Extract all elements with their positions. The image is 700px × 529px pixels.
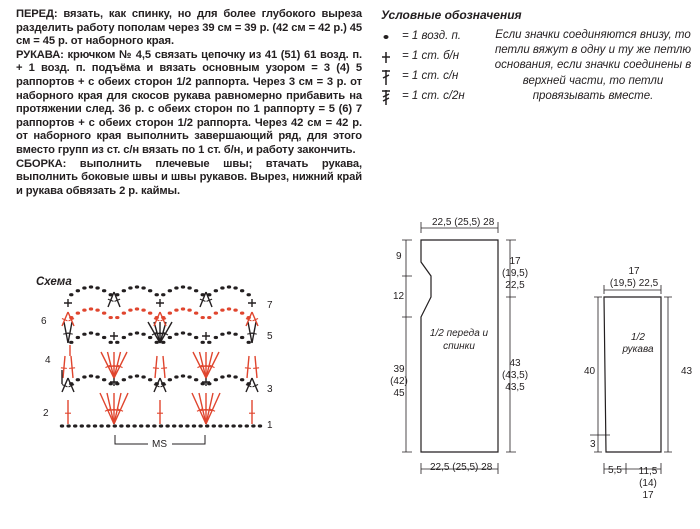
chain-dot [194, 336, 198, 339]
chain-dot [82, 308, 86, 311]
chain-dot [214, 336, 218, 339]
dc-bar [161, 368, 167, 369]
dc-bar [251, 333, 257, 334]
chain-dot [128, 375, 132, 378]
chain-dot [135, 307, 139, 310]
chain-dot [60, 424, 64, 427]
chain-dot [247, 293, 251, 296]
row-number-7: 7 [267, 300, 273, 311]
chain-dot [172, 424, 176, 427]
front-side-height: 43 (43,5) 43,5 [501, 358, 529, 393]
chain-dot [122, 378, 126, 381]
chain-dot [146, 424, 150, 427]
front-label-group [430, 328, 489, 352]
chain-dot [227, 285, 231, 288]
chain-dot [122, 289, 126, 292]
chain-dot [109, 341, 113, 344]
chain-dot [174, 375, 178, 378]
dc-stitch [206, 393, 220, 424]
chain-dot [185, 424, 189, 427]
sc-stitch [110, 332, 118, 340]
repeat-label: MS [152, 439, 167, 450]
chain-dot [220, 286, 224, 289]
chain-dot [135, 331, 139, 334]
chain-dot [141, 375, 145, 378]
sleeve-bottom-left: 5,5 [608, 465, 622, 476]
chain-dot [168, 289, 172, 292]
chain-dot [258, 424, 262, 427]
row-number-1: 1 [267, 420, 273, 431]
chain-dot [95, 308, 99, 311]
sc-stitch [64, 299, 72, 307]
dc-bar [61, 368, 67, 369]
dc-stitch [101, 352, 114, 378]
chain-dot [99, 424, 103, 427]
sleeve-pattern [590, 285, 672, 474]
chain-dot [76, 336, 80, 339]
chain-dot [251, 424, 255, 427]
dc-stitch [108, 352, 115, 378]
chain-dot [220, 308, 224, 311]
chain-dot [148, 378, 152, 381]
chain-dot [240, 289, 244, 292]
chain-dot [201, 316, 205, 319]
dc-stitch [192, 393, 206, 424]
chain-dot [168, 378, 172, 381]
sleeve-right-height: 43 [681, 366, 693, 377]
chain-dot [233, 308, 237, 311]
dc-stitch [155, 356, 157, 378]
dc-stitch [252, 322, 256, 343]
chain-dot [135, 374, 139, 377]
chain-dot [139, 424, 143, 427]
chain-dot [187, 286, 191, 289]
sleeve-top-width: 17 (19,5) 22,5 [609, 266, 659, 289]
chain-dot [192, 424, 196, 427]
chain-dot [207, 316, 211, 319]
chain-dot [113, 424, 117, 427]
chain-dot [214, 378, 218, 381]
chain-dot [89, 331, 93, 334]
chain-dot [155, 293, 159, 296]
instruction-assembly: СБОРКА: выполнить плечевые швы; втачать рукава, выполнить боковые швы и швы рукавов. Вырез, нижний край и рукава обвязать 2 р. каймы. [16, 157, 362, 197]
chain-dot [106, 424, 110, 427]
chain-dot [141, 286, 145, 289]
chain-dot [225, 424, 229, 427]
chain-dot [128, 308, 132, 311]
dc-stitch [114, 352, 127, 378]
dc-stitch [248, 322, 252, 343]
chain-dot [194, 378, 198, 381]
chain-dot [89, 307, 93, 310]
chain-dot [194, 289, 198, 292]
dc-stitch [206, 393, 213, 424]
row-number-4: 4 [45, 355, 51, 366]
front-top-width: 22,5 (25,5) 28 [432, 217, 495, 228]
chain-dot [141, 333, 145, 336]
scheme-title: Схема [36, 276, 72, 288]
chain-dot [159, 424, 163, 427]
dc-stitch [100, 393, 114, 424]
chain-dot [205, 424, 209, 427]
chain-dot [95, 286, 99, 289]
dc-stitch [63, 356, 65, 378]
chain-dot [233, 286, 237, 289]
chain-dot [109, 316, 113, 319]
chain-dot [89, 374, 93, 377]
chain-dot [86, 424, 90, 427]
dc-stitch [114, 393, 128, 424]
chain-dot [102, 289, 106, 292]
chain-dot [95, 375, 99, 378]
chain-dot [66, 424, 70, 427]
chain-dot [76, 312, 80, 315]
chain-dot [187, 308, 191, 311]
dc-bar [69, 368, 75, 369]
chain-dot [128, 333, 132, 336]
dc-bar [253, 368, 259, 369]
dc-stitch [200, 352, 207, 378]
chain-dot [115, 316, 119, 319]
sc-stitch [248, 299, 256, 307]
chain-dot [227, 374, 231, 377]
chain-dot [168, 336, 172, 339]
chain-dot [179, 424, 183, 427]
chain-dot [102, 378, 106, 381]
dc-stitch [64, 322, 68, 343]
chain-dot [181, 331, 185, 334]
chain-dot [82, 333, 86, 336]
chain-dot [148, 289, 152, 292]
front-bottom-width: 22,5 (25,5) 28 [430, 462, 493, 473]
chain-dot [95, 333, 99, 336]
chain-dot [128, 286, 132, 289]
dc-bar [153, 368, 159, 369]
legend-title: Условные обозначения [381, 8, 522, 22]
chain-dot [227, 307, 231, 310]
chain-dot [152, 424, 156, 427]
chain-dot [212, 424, 216, 427]
chain-dot [82, 375, 86, 378]
chain-dot [73, 424, 77, 427]
chain-dot [181, 285, 185, 288]
chain-dot [165, 424, 169, 427]
chain-dot [198, 424, 202, 427]
sc-stitch [202, 332, 210, 340]
chain-dot [80, 424, 84, 427]
chain-dot [122, 312, 126, 315]
sleeve-bottom-width: 11,5 (14) 17 [638, 466, 658, 501]
dc-stitch [114, 393, 121, 424]
dc-stitch [71, 356, 73, 378]
row-number-3: 3 [267, 384, 273, 395]
chain-dot [141, 308, 145, 311]
chain-dot [102, 336, 106, 339]
chain-dot [187, 333, 191, 336]
chain-dot [174, 333, 178, 336]
chain-dot [168, 312, 172, 315]
crochet-chart [60, 285, 262, 427]
chain-dot [148, 336, 152, 339]
chain-dot [227, 331, 231, 334]
chain-dot [247, 341, 251, 344]
chain-dot [69, 293, 73, 296]
chain-dot [69, 341, 73, 344]
chain-dot [122, 336, 126, 339]
chain-dot [93, 424, 97, 427]
row-number-2: 2 [43, 408, 49, 419]
dc-stitch [247, 356, 249, 378]
chain-dot [233, 333, 237, 336]
dc-bar [245, 368, 251, 369]
chain-dot [194, 312, 198, 315]
chain-dot [76, 289, 80, 292]
chain-dot [231, 424, 235, 427]
chain-dot [119, 424, 123, 427]
instruction-sleeves: РУКАВА: крючком № 4,5 связать цепочку из 41 (51) 61 возд. п. + 1 возд. п. подъёма и вязать основным узором = 3 (4) 5 раппортов + с обеих сторон 1/2 раппорта. Через 3 см = 3 р. от наборного края для скосов рукава равномерно прибавить на протяжении след. 36 р. с обеих сторон по 1 раппорту = 5 (6) 7 раппортов + с обеих сторон 1/2 раппорта. Через 42 см = 42 р. от наборного края выполнить завершающий ряд, для этого вместо групп из ст. с/н вязать по 1 ст. б/н, и работу закончить. [16, 48, 362, 156]
chain-dot [207, 341, 211, 344]
chain-dot [214, 289, 218, 292]
chain-dot [220, 333, 224, 336]
dc-stitch [163, 356, 165, 378]
chain-dot [218, 424, 222, 427]
chain-dot [174, 308, 178, 311]
chain-dot [89, 285, 93, 288]
chain-dot [240, 378, 244, 381]
dc-stitch [255, 356, 257, 378]
chain-dot [102, 312, 106, 315]
chain-dot [214, 312, 218, 315]
front-left-height: 39 (42) 45 [390, 364, 408, 399]
chain-dot [240, 336, 244, 339]
dc-stitch [193, 352, 206, 378]
chain-dot [240, 312, 244, 315]
chain-dot [187, 375, 191, 378]
front-neck-shift: 12 [393, 291, 405, 302]
chain-dot [174, 286, 178, 289]
front-label: 1/2 переда и спинки [429, 328, 489, 352]
row-number-6: 6 [41, 316, 47, 327]
chain-dot [245, 424, 249, 427]
chain-dot [161, 293, 165, 296]
chain-dot [233, 375, 237, 378]
row-number-5: 5 [267, 331, 273, 342]
sc-stitch [156, 299, 164, 307]
sleeve-label: 1/2 рукава [622, 332, 654, 355]
front-neck-depth: 9 [396, 251, 402, 262]
chain-dot [220, 375, 224, 378]
dc-stitch [107, 393, 114, 424]
chain-dot [201, 341, 205, 344]
sleeve-cuff-height: 3 [590, 439, 596, 450]
front-armhole: 17 (19,5) 22,5 [501, 256, 529, 291]
legend-note: Если значки соединяются внизу, то петли вяжут в одну и ту же петлю основания, если значки соединены в верхней части, то петли провязывать вместе. [494, 29, 692, 102]
chain-dot [76, 378, 80, 381]
chain-dot [126, 424, 130, 427]
chain-dot [181, 374, 185, 377]
sleeve-left-height: 40 [584, 366, 596, 377]
chain-dot [115, 341, 119, 344]
dc-stitch [68, 322, 72, 343]
dc-stitch [199, 393, 206, 424]
chain-dot [238, 424, 242, 427]
dc-bar [67, 333, 73, 334]
chain-dot [132, 424, 136, 427]
chain-dot [82, 286, 86, 289]
chain-dot [135, 285, 139, 288]
instruction-front: ПЕРЕД: вязать, как спинку, но для более глубокого выреза разделить работу пополам через 39 см = 39 р. (42 см = 42 р.) 45 см = 45 р. от наборного края. [16, 8, 362, 48]
chain-dot [181, 307, 185, 310]
sleeve-outline [604, 297, 661, 452]
chain-dot [148, 312, 152, 315]
dc-stitch [206, 352, 219, 378]
